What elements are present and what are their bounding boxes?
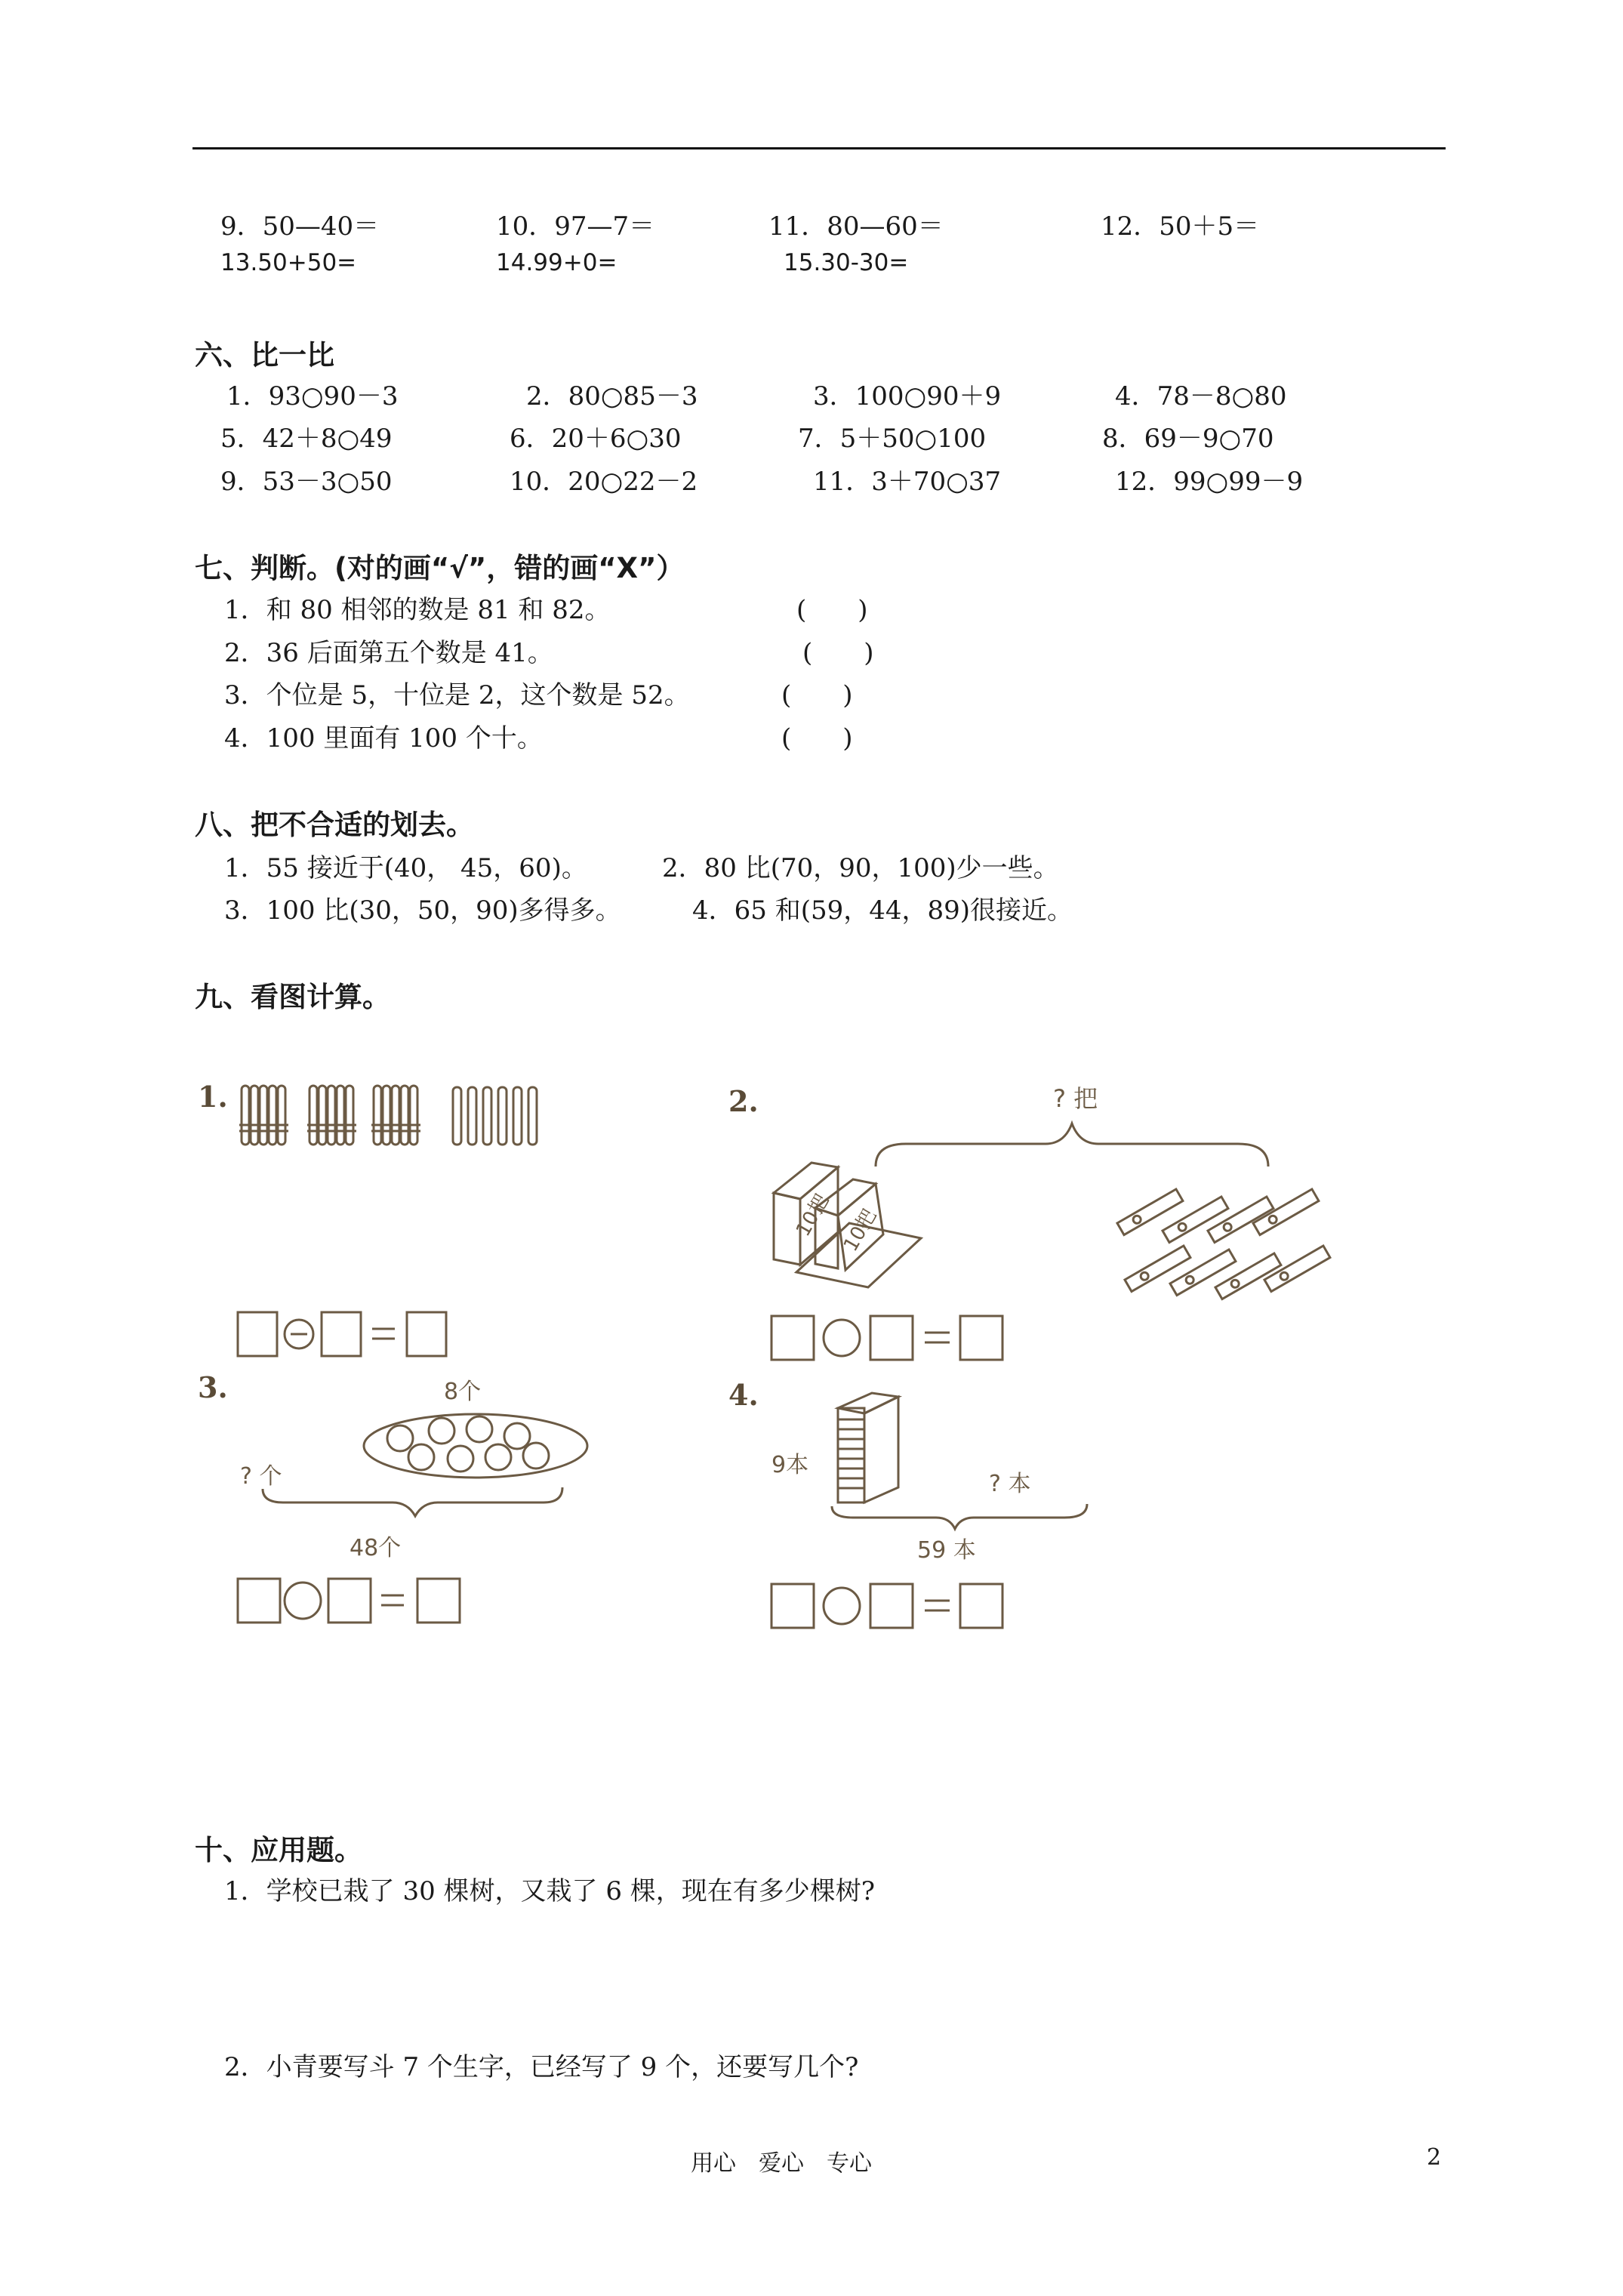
operator-circle — [285, 1583, 321, 1619]
cross-out-item: 1．55 接近于(40， 45，60)。 — [224, 853, 587, 883]
answer-box — [322, 1312, 361, 1356]
answer-box — [238, 1312, 277, 1356]
answer-box — [238, 1579, 280, 1623]
equation-boxes-3 — [236, 1576, 470, 1626]
section-title-word-problems: 十、应用题。 — [195, 1834, 362, 1866]
compare-item: 7．5＋50○100 — [798, 424, 987, 454]
bundle-of-ten-icon — [307, 1086, 356, 1145]
calc-item: 11．80—60＝ — [768, 211, 944, 242]
fig2-bundle-label: 10把 — [839, 1205, 882, 1256]
brace-icon — [832, 1504, 1087, 1529]
section-title-picture-calc: 九、看图计算。 — [195, 981, 390, 1013]
figure-number: 1. — [198, 1080, 228, 1114]
compare-item: 2．80○85－3 — [526, 381, 698, 411]
word-problem: 2．小青要写斗 7 个生字，已经写了 9 个，还要写几个? — [224, 2052, 859, 2082]
judge-answer-bracket[interactable]: ( ) — [796, 595, 868, 625]
bundle-of-ten-icon — [371, 1086, 420, 1145]
single-sticks-icon — [453, 1087, 537, 1145]
plate-icon — [364, 1414, 587, 1478]
figure-number: 4. — [728, 1378, 759, 1412]
compare-item: 5．42＋8○49 — [220, 424, 393, 454]
peach-icon — [387, 1416, 549, 1472]
judge-item: 1．和 80 相邻的数是 81 和 82。 — [224, 595, 611, 625]
wrench-icon — [1163, 1197, 1228, 1243]
wrench-icon — [1117, 1189, 1183, 1235]
operator-circle — [824, 1588, 860, 1624]
calc-item: 9．50—40＝ — [220, 211, 380, 242]
cross-out-item: 4．65 和(59，44，89)很接近。 — [692, 895, 1073, 926]
wrench-icon — [1208, 1197, 1273, 1243]
wrench-icon — [1125, 1246, 1190, 1292]
cross-out-item: 2．80 比(70，90，100)少一些。 — [662, 853, 1059, 883]
compare-item: 3．100○90＋9 — [813, 381, 1002, 411]
calc-item: 15.30-30= — [784, 249, 909, 276]
calc-item: 12．50＋5＝ — [1101, 211, 1260, 242]
compare-item: 6．20＋6○30 — [510, 424, 682, 454]
wrenches-figure — [762, 1110, 1366, 1306]
equation-boxes-1 — [236, 1310, 463, 1359]
bundle-of-ten-icon — [239, 1086, 288, 1145]
answer-box — [870, 1584, 913, 1628]
fig2-bundle-label: 10把 — [791, 1190, 834, 1240]
judge-answer-bracket[interactable]: ( ) — [802, 638, 874, 668]
equation-boxes-2 — [770, 1314, 1012, 1363]
answer-box — [960, 1584, 1002, 1628]
calc-item: 14.99+0= — [496, 249, 617, 276]
page-number: 2 — [1427, 2144, 1442, 2171]
section-title-cross-out: 八、把不合适的划去。 — [195, 809, 474, 841]
compare-item: 4．78－8○80 — [1115, 381, 1287, 411]
compare-item: 1．93○90－3 — [226, 381, 399, 411]
compare-item: 9．53－3○50 — [220, 467, 393, 497]
judge-item: 3．个位是 5，十位是 2，这个数是 52。 — [224, 680, 690, 710]
section-title-judge: 七、判断。(对的画“√”，错的画“X”） — [195, 552, 685, 584]
calc-item: 10．97—7＝ — [496, 211, 655, 242]
judge-item: 4．100 里面有 100 个十。 — [224, 723, 543, 754]
answer-box — [407, 1312, 446, 1356]
compare-item: 11．3＋70○37 — [813, 467, 1002, 497]
brace-icon — [876, 1123, 1268, 1166]
answer-box — [960, 1316, 1002, 1360]
answer-box — [328, 1579, 371, 1623]
fig2-question-label: ? 把 — [1053, 1084, 1098, 1113]
compare-item: 8．69－9○70 — [1102, 424, 1274, 454]
brace-icon — [263, 1487, 562, 1516]
equation-boxes-4 — [770, 1582, 1012, 1631]
fig3-left-label: ? 个 — [240, 1463, 282, 1490]
books-stack-figure — [823, 1382, 1102, 1533]
operator-circle — [824, 1320, 860, 1356]
fig3-total-label: 48个 — [350, 1535, 402, 1561]
compare-item: 12．99○99－9 — [1115, 467, 1304, 497]
fig4-right-label: ? 本 — [989, 1471, 1031, 1497]
header-rule — [192, 147, 1446, 149]
section-title-compare: 六、比一比 — [195, 339, 334, 371]
answer-box — [870, 1316, 913, 1360]
figure-number: 2. — [728, 1084, 759, 1118]
answer-box — [771, 1316, 814, 1360]
answer-box — [417, 1579, 460, 1623]
wrench-icon — [1253, 1189, 1319, 1235]
fig3-top-label: 8个 — [444, 1379, 482, 1405]
cross-out-item: 3．100 比(30，50，90)多得多。 — [224, 895, 621, 926]
word-problem: 1．学校已栽了 30 棵树，又栽了 6 棵，现在有多少棵树? — [224, 1876, 875, 1906]
judge-answer-bracket[interactable]: ( ) — [781, 723, 853, 754]
fig4-left-label: 9本 — [771, 1452, 809, 1478]
compare-item: 10．20○22－2 — [510, 467, 698, 497]
fig4-total-label: 59 本 — [917, 1537, 976, 1564]
wrench-icon — [1170, 1250, 1236, 1296]
figure-number: 3. — [198, 1370, 228, 1404]
judge-answer-bracket[interactable]: ( ) — [781, 680, 853, 710]
judge-item: 2．36 后面第五个数是 41。 — [224, 638, 553, 668]
calc-item: 13.50+50= — [220, 249, 357, 276]
answer-box — [771, 1584, 814, 1628]
peaches-plate-figure — [249, 1404, 596, 1533]
book-stack-icon — [838, 1393, 898, 1502]
stick-bundles-figure — [234, 1080, 551, 1163]
footer-motto: 用心 爱心 专心 — [691, 2150, 872, 2177]
